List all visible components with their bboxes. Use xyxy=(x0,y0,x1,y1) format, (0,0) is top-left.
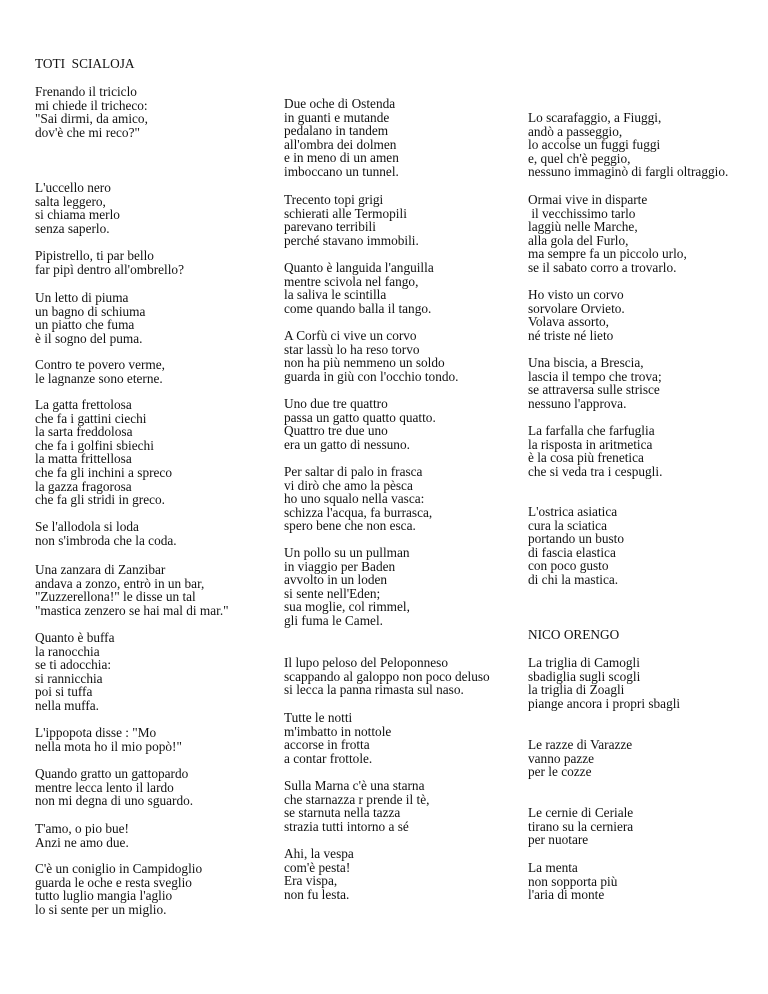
stanza-vespa: Ahi, la vespa com'è pesta! Era vispa, non fu lesta. xyxy=(284,846,354,902)
stanza-anguilla: Quanto è languida l'anguilla mentre scivola nel fango, la saliva le scintilla come quando balla il tango. xyxy=(284,260,434,316)
stanza-topi: Trecento topi grigi schierati alle Termopili parevano terribili perché stavano immobili. xyxy=(284,192,419,248)
stanza-ostrica: L'ostrica asiatica cura la sciatica portando un busto di fascia elastica con poco gusto di chi la mastica. xyxy=(528,504,625,587)
stanza-cernie: Le cernie di Ceriale tirano su la cerniera per nuotare xyxy=(528,805,634,848)
stanza-oche: Due oche di Ostenda in guanti e mutande pedalano in tandem all'ombra dei dolmen e in meno di un amen imboccano un tunnel. xyxy=(284,96,399,179)
stanza-gatta: La gatta frettolosa che fa i gattini ciechi la sarta freddolosa che fa i golfini sbiechi la matta frittellosa che fa gli inchini a spreco la gazza fragorosa che fa gli stridi in greco. xyxy=(35,397,172,508)
stanza-scarafaggio: Lo scarafaggio, a Fiuggi, andò a passeggio, lo accolse un fuggi fuggi e, quel ch'è peggio, nessuno immaginò di fargli oltraggio. xyxy=(528,110,729,180)
stanza-lupo: Il lupo peloso del Peloponneso scappando al galoppo non poco deluso si lecca la panna rimasta sul naso. xyxy=(284,655,490,698)
stanza-allodola: Se l'allodola si loda non s'imbroda che la coda. xyxy=(35,519,177,548)
stanza-nottole: Tutte le notti m'imbatto in nottole accorse in frotta a contar frottole. xyxy=(284,710,392,766)
stanza-corvo-corfu: A Corfù ci vive un corvo star lassù lo ha reso torvo non ha più nemmeno un soldo guarda in giù con l'occhio tondo. xyxy=(284,328,459,384)
stanza-pollo: Un pollo su un pullman in viaggio per Baden avvolto in un loden si sente nell'Eden; sua moglie, col rimmel, gli fuma le Camel. xyxy=(284,545,410,628)
stanza-ranocchia: Quanto è buffa la ranocchia se ti adocchia: si rannicchia poi si tuffa nella muffa. xyxy=(35,630,115,713)
stanza-starna: Sulla Marna c'è una starna che starnazza r prende il tè, se starnuta nella tazza strazia tutti intorno a sé xyxy=(284,778,430,834)
stanza-gatto: Uno due tre quattro passa un gatto quatto quatto. Quattro tre due uno era un gatto di nessuno. xyxy=(284,396,436,452)
stanza-razze: Le razze di Varazze vanno pazze per le cozze xyxy=(528,737,633,780)
stanza-pipistrello: Pipistrello, ti par bello far pipì dentro all'ombrello? xyxy=(35,248,184,277)
stanza-farfalla: La farfalla che farfuglia la risposta in aritmetica è la cosa più frenetica che si veda tra i cespugli. xyxy=(528,423,663,479)
stanza-triglia: La triglia di Camogli sbadiglia sugli scogli la triglia di Zoagli piange ancora i propri sbagli xyxy=(528,655,681,711)
author-heading-scialoja: TOTI SCIALOJA xyxy=(35,56,135,71)
stanza-zanzara: Una zanzara di Zanzibar andava a zonzo, entrò in un bar, "Zuzzerellona!" le disse un tal "mastica zenzero se hai mal di mar." xyxy=(35,562,229,618)
stanza-bue: T'amo, o pio bue! Anzi ne amo due. xyxy=(35,821,129,850)
stanza-gattopardo: Quando gratto un gattopardo mentre lecca lento il lardo non mi degna di uno sguardo. xyxy=(35,766,194,809)
author-heading-orengo: NICO ORENGO xyxy=(528,627,620,642)
stanza-tarlo: Ormai vive in disparte il vecchissimo tarlo laggiù nelle Marche, alla gola del Furlo, ma sempre fa un piccolo urlo, se il sabato corro a trovarlo. xyxy=(528,192,687,275)
stanza-triciclo: Frenando il triciclo mi chiede il tricheco: "Sai dirmi, da amico, dov'è che mi reco?" xyxy=(35,84,148,140)
stanza-corvo-orvieto: Ho visto un corvo sorvolare Orvieto. Volava assorto, né triste né lieto xyxy=(528,287,625,343)
stanza-ippopota: L'ippopota disse : "Mo nella mota ho il mio popò!" xyxy=(35,725,182,754)
stanza-biscia: Una biscia, a Brescia, lascia il tempo che trova; se attraversa sulle strisce nessuno l'approva. xyxy=(528,355,662,411)
stanza-coniglio: C'è un coniglio in Campidoglio guarda le oche e resta sveglio tutto luglio mangia l'aglio lo si sente per un miglio. xyxy=(35,861,203,917)
stanza-squalo: Per saltar di palo in frasca vi dirò che amo la pèsca ho uno squalo nella vasca: schizza l'acqua, fa burrasca, spero bene che non esca. xyxy=(284,464,433,534)
stanza-verme: Contro te povero verme, le lagnanze sono eterne. xyxy=(35,357,165,386)
stanza-puma: Un letto di piuma un bagno di schiuma un piatto che fuma è il sogno del puma. xyxy=(35,290,146,346)
stanza-menta: La menta non sopporta più l'aria di monte xyxy=(528,860,618,903)
stanza-uccello: L'uccello nero salta leggero, si chiama merlo senza saperlo. xyxy=(35,180,120,236)
